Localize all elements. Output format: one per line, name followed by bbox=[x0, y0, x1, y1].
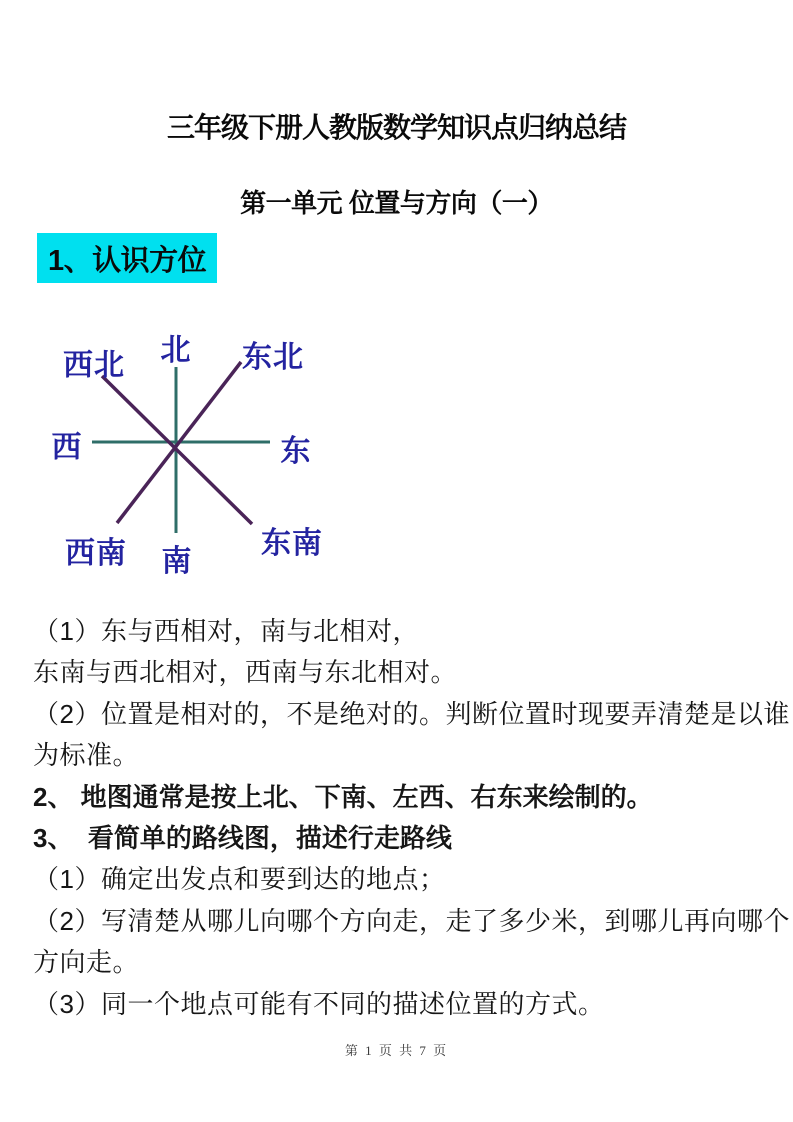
east-label: 东 bbox=[280, 435, 312, 468]
southwest-label: 西南 bbox=[65, 537, 127, 570]
northeast-label: 东北 bbox=[242, 341, 304, 374]
paragraph-line: （1）东与西相对，南与北相对， bbox=[33, 616, 419, 646]
section-heading-text: 1、认识方位 bbox=[48, 244, 207, 277]
southeast-label: 东南 bbox=[261, 527, 323, 560]
paragraph-line: （1）确定出发点和要到达的地点； bbox=[33, 864, 446, 895]
paragraph-line: 东南与西北相对，西南与东北相对。 bbox=[33, 657, 458, 688]
document-title: 三年级下册人教版数学知识点归纳总结 bbox=[166, 112, 626, 143]
numbered-point-line: 3、 看简单的路线图，描述行走路线 bbox=[33, 822, 452, 853]
northwest-label: 西北 bbox=[63, 349, 125, 382]
paragraph-line: （3）同一个地点可能有不同的描述位置的方式。 bbox=[33, 988, 605, 1019]
paragraph-line: （2）位置是相对的，不是绝对的。判断位置时现要弄清楚是以谁 bbox=[33, 698, 790, 729]
page-number: 第 1 页 共 7 页 bbox=[344, 1043, 449, 1058]
west-label: 西 bbox=[51, 431, 83, 464]
south-label: 南 bbox=[161, 545, 193, 578]
numbered-point-line: 2、 地图通常是按上北、下南、左西、右东来绘制的。 bbox=[33, 781, 653, 812]
compass-diagram bbox=[35, 305, 345, 595]
paragraph-line: （2）写清楚从哪儿向哪个方向走，走了多少米，到哪儿再向哪个 bbox=[33, 905, 790, 936]
compass-svg bbox=[35, 305, 345, 595]
paragraph-line: 为标准。 bbox=[33, 740, 140, 771]
body-text bbox=[0, 611, 793, 1025]
unit-title: 第一单元 位置与方向（一） bbox=[240, 188, 553, 218]
paragraph-line: 方向走。 bbox=[33, 947, 140, 978]
section-heading bbox=[37, 233, 217, 283]
north-label: 北 bbox=[160, 334, 192, 367]
